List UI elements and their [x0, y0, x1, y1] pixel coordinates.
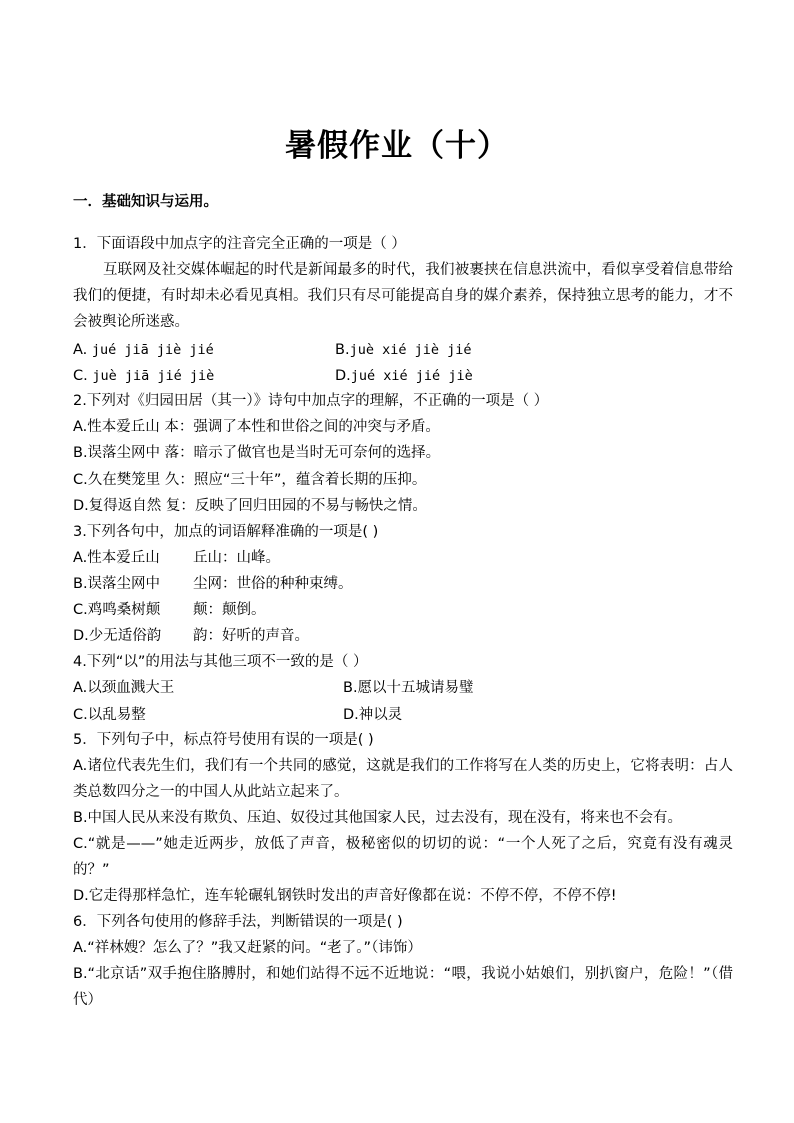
q3-option-a-phrase: A.性本爱丘山 [73, 550, 160, 566]
q5-option-d: D.它走得那样急忙，连车轮碾轧钢铁时发出的声音好像都在说：不停不停，不停不停! [73, 888, 617, 904]
q1-option-d-text: jué xié jié jiè [350, 368, 473, 384]
q1-option-b-text: juè xié jiè jié [349, 342, 472, 358]
q1-option-a-text: jué jiā jiè jié [91, 342, 214, 358]
q1-option-a-label: A. [73, 342, 88, 358]
q3-option-c-def: 颠：颠倒。 [193, 602, 266, 618]
q1-option-b [335, 340, 471, 360]
q2-stem: 2.下列对《归园田居（其一）》诗句中加点字的理解，不正确的一项是（ ） [73, 393, 549, 409]
q3-stem: 3.下列各句中，加点的词语解释准确的一项是( ) [73, 524, 379, 540]
q1-passage: 互联网及社交媒体崛起的时代是新闻最多的时代，我们被裹挟在信息洪流中，看似享受着信息带给我们的便捷，有时却未必看见真相。我们只有尽可能提高自身的媒介素养，保持独立思考的能力，才不会被舆论所迷惑。 [73, 262, 733, 330]
q4-option-a: A.以颈血溅大王 [73, 680, 175, 696]
q4-option-b: B.愿以十五城请易璧 [343, 680, 474, 696]
q1-option-a [73, 340, 214, 360]
q2-option-a: A.性本爱丘山 本：强调了本性和世俗之间的冲突与矛盾。 [73, 419, 440, 435]
q3-option-d-phrase: D.少无适俗韵 [73, 628, 162, 644]
q2-option-b: B.误落尘网中 落：暗示了做官也是当时无可奈何的选择。 [73, 445, 441, 461]
q1-option-d [335, 366, 473, 386]
q6-option-a: A.“祥林嫂？怎么了？”我又赶紧的问。“老了。”（讳饰） [73, 940, 422, 956]
q4-stem: 4.下列“以”的用法与其他三项不一致的是（ ） [73, 654, 368, 670]
q3-option-b-phrase: B.误落尘网中 [73, 576, 161, 592]
q1-option-b-label: B. [335, 342, 350, 358]
q4-option-c: C.以乱易整 [73, 707, 146, 723]
q3-option-a-def: 丘山：山峰。 [193, 550, 280, 566]
q3-option-d-def: 韵：好听的声音。 [193, 628, 309, 644]
q5-option-a: A.诸位代表先生们，我们有一个共同的感觉，这就是我们的工作将写在人类的历史上，它将表明：占人类总数四分之一的中国人从此站立起来了。 [73, 758, 733, 800]
q6-stem: 6．下列各句使用的修辞手法，判断错误的一项是( ) [73, 914, 403, 930]
q5-option-c: C.“就是——”她走近两步，放低了声音，极秘密似的切切的说：“一个人死了之后，究竟有没有魂灵的？” [73, 836, 733, 878]
q5-option-b: B.中国人民从来没有欺负、压迫、奴役过其他国家人民，过去没有，现在没有，将来也不会有。 [73, 810, 683, 826]
q1-option-c-label: C. [73, 368, 88, 384]
q3-option-b-def: 尘网：世俗的种种束缚。 [193, 576, 353, 592]
section-heading: 一．基础知识与运用。 [73, 194, 218, 210]
q4-option-d: D.神以灵 [343, 707, 403, 723]
q1-option-c-text: juè jiā jié jiè [92, 368, 215, 384]
q3-option-c-phrase: C.鸡鸣桑树颠 [73, 602, 161, 618]
q1-option-d-label: D. [335, 368, 351, 384]
q1-stem: 1．下面语段中加点字的注音完全正确的一项是（ ） [73, 236, 406, 252]
q6-option-b: B.“北京话”双手抱住胳膊肘，和她们站得不远不近地说：“喂，我说小姑娘们，别扒窗户，危险！”（借代） [73, 966, 733, 1008]
page-title: 暑假作业（十） [285, 128, 509, 164]
q2-option-d: D.复得返自然 复：反映了回归田园的不易与畅快之情。 [73, 498, 427, 514]
q5-stem: 5．下列句子中，标点符号使用有误的一项是( ) [73, 732, 374, 748]
q2-option-c: C.久在樊笼里 久：照应“三十年”，蕴含着长期的压抑。 [73, 472, 427, 488]
q1-option-c [73, 366, 214, 386]
